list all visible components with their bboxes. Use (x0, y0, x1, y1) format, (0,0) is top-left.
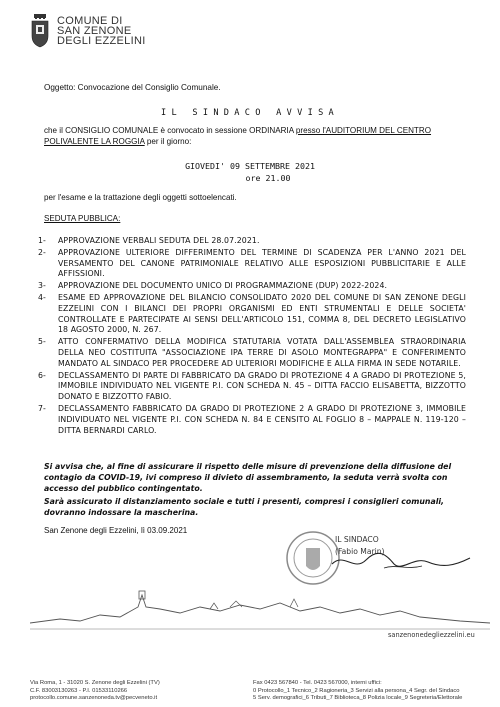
coat-of-arms-icon (30, 14, 50, 48)
agenda-list (38, 236, 466, 437)
logo-line-3: DEGLI EZZELINI (57, 35, 146, 47)
agenda-intro: per l'esame e la trattazione degli oggetti sottoelencati. (44, 193, 237, 202)
covid-notice-paragraph: Si avvisa che, al fine di assicurare il rispetto delle misure di prevenzione della diffusione del contagio da COVID-19, ivi compreso il divieto di assembramento, la seduta verrà svolta con accesso del pubblico contingentato. (44, 462, 452, 493)
agenda-item: 4- ESAME ED APPROVAZIONE DEL BILANCIO CONSOLIDATO 2020 DEL COMUNE DI SAN ZENONE DEGLI EZZELINI CON I BILANCI DEI PROPRI ORGANISMI ED ENTI STRUMENTALI E DELLE SOCIETA' CONTROLLATE E PARTECIPATE AI SENSI DELL'ARTICOLO 151, COMMA 8, DEL DECRETO LEGISLATIVO 18 AGOSTO 2000, N. 267. (38, 292, 466, 335)
subject-line: Oggetto: Convocazione del Consiglio Comunale. (44, 83, 221, 92)
footer-address: Via Roma, 1 - 31020 S. Zenone degli Ezzelini (TV) C.F. 83003130263 - P.I. 01533110266 protocollo.comune.sanzenoneda.tv@pecveneto.it (30, 680, 160, 702)
municipality-logo (30, 14, 160, 50)
logo-line-1: COMUNE DI (57, 15, 123, 27)
footer-contacts: Fax 0423 567840 - Tel. 0423 567000, interni uffici: 0 Protocollo_1 Tecnico_2 Ragioneria_3 Servizi alla persona_4 Segr. del Sindaco 5 Serv. demografici_6 Tributi_7 Biblioteca_8 Polizia locale_9 Segreteria/Elettorale (253, 680, 463, 702)
website-url: sanzenonedegliezzelini.eu (388, 631, 475, 639)
intro-tail: per il giorno: (144, 137, 192, 146)
mayor-announces-heading: IL SINDACO AVVISA (160, 108, 340, 118)
meeting-date: GIOVEDI' 09 SETTEMBRE 2021 (185, 161, 315, 171)
agenda-item: 3- APPROVAZIONE DEL DOCUMENTO UNICO DI PROGRAMMAZIONE (DUP) 2022-2024. (38, 281, 388, 291)
place-and-date: San Zenone degli Ezzelini, lì 03.09.2021 (44, 526, 188, 535)
convocation-intro (44, 125, 464, 147)
public-session-heading: SEDUTA PUBBLICA: (44, 214, 121, 223)
intro-venue: presso l'AUDITORIUM DEL CENTRO POLIVALENTE LA ROGGIA (44, 126, 432, 146)
village-skyline-illustration (30, 585, 490, 635)
agenda-item: 1- APPROVAZIONE VERBALI SEDUTA DEL 28.07.2021. (38, 236, 260, 245)
signatory-name: (Fabio Marin) (335, 547, 385, 556)
meeting-time: ore 21.00 (245, 173, 291, 183)
agenda-item: 5- ATTO CONFERMATIVO DELLA MODIFICA STATUTARIA VOTATA DALL'ASSEMBLEA STRAORDINARIA DELLA NEO COSTITUITA "ASSOCIAZIONE IPA TERRE DI ASOLO MONTEGRAPPA" E CONFERIMENTO MANDATO AL SINDACO PER PROCEDERE AD ULTERIORI MODIFICHE E ALLA FIRMA IN SEDE NOTARILE. (38, 337, 466, 368)
logo-line-2: SAN ZENONE (57, 25, 132, 37)
agenda-item: 2- APPROVAZIONE ULTERIORE DIFFERIMENTO DEL TERMINE DI SCADENZA PER L'ANNO 2021 DEL VERSAMENTO DEL CANONE PATRIMONIALE RELATIVO ALLE ESPOSIZIONI PUBBLICITARIE E ALLE AFFISSIONI. (38, 247, 466, 279)
intro-text: che il CONSIGLIO COMUNALE è convocato in sessione ORDINARIA (44, 126, 296, 135)
covid-notice (44, 461, 462, 520)
meeting-datetime (0, 160, 500, 184)
agenda-item: 6- DECLASSAMENTO DI PARTE DI FABBRICATO DA GRADO DI PROTEZIONE 4 A GRADO DI PROTEZIONE 5, IMMOBILE INDIVIDUATO NEL VIGENTE P.I. CON SCHEDA N. 45 – DITTA FACCIO ELISABETTA, BIZZOTTO DONATO E BIZZOTTO FABIO. (38, 370, 466, 402)
distancing-notice-paragraph: Sarà assicurato il distanziamento sociale e tutti i presenti, compresi i consiglieri comunali, dovranno indossare la mascherina. (44, 497, 445, 517)
handwritten-signature (324, 550, 474, 574)
signatory-role: IL SINDACO (335, 535, 379, 544)
agenda-item: 7- DECLASSAMENTO FABBRICATO DA GRADO DI PROTEZIONE 2 A GRADO DI PROTEZIONE 3, IMMOBILE INDIVIDUATO NEL VIGENTE P.I. CON SCHEDA N. 84 E CENSITO AL FOGLIO 8 – MAPPALE N. 119-120 – DITTA BERNARDI CARLO. (38, 403, 466, 435)
